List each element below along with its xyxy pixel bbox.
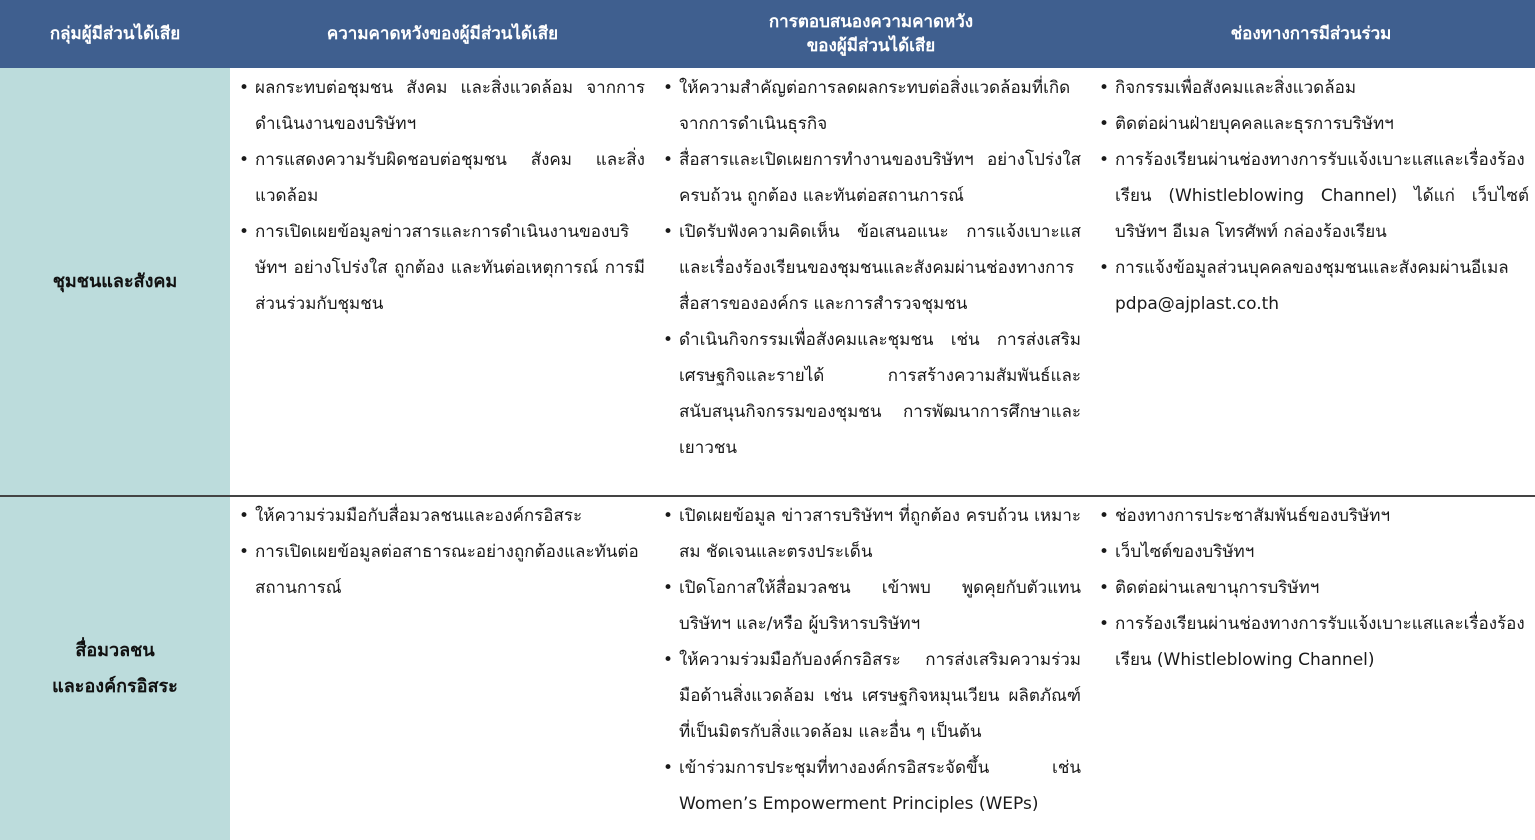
header-stakeholder-group: กลุ่มผู้มีส่วนได้เสีย	[49, 24, 181, 44]
list-item: • ช่องทางการประชาสัมพันธ์ของบริษัทฯ	[1097, 498, 1529, 534]
header-responses: การตอบสนองความคาดหวัง ของผู้มีส่วนได้เสีย	[768, 12, 974, 56]
list-item: • เข้าร่วมการประชุมที่ทางองค์กรอิสระจัดขึ้น เช่น Women’s Empowerment Principles (WEPs)	[661, 750, 1081, 822]
row1-responses-list	[661, 70, 1081, 466]
row1-channels-list	[1097, 70, 1529, 322]
stakeholder-media-independent-orgs: สื่อมวลชน และองค์กรอิสระ	[0, 497, 230, 840]
row2-expectations-list	[237, 498, 645, 606]
list-item: • การร้องเรียนผ่านช่องทางการรับแจ้งเบาะแสและเรื่องร้องเรียน (Whistleblowing Channel) ได้แก่ เว็บไซต์บริษัทฯ อีเมล โทรศัพท์ กล่องร้องเรียน	[1097, 142, 1529, 250]
list-item: • สื่อสารและเปิดเผยการทำงานของบริษัทฯ อย่างโปร่งใส ครบถ้วน ถูกต้อง และทันต่อสถานการณ์	[661, 142, 1081, 214]
list-item: • การแสดงความรับผิดชอบต่อชุมชน สังคม และสิ่งแวดล้อม	[237, 142, 645, 214]
table-header	[0, 0, 1535, 68]
list-item: • การร้องเรียนผ่านช่องทางการรับแจ้งเบาะแสและเรื่องร้องเรียน (Whistleblowing Channel)	[1097, 606, 1529, 678]
list-item: • เปิดรับฟังความคิดเห็น ข้อเสนอแนะ การแจ้งเบาะแสและเรื่องร้องเรียนของชุมชนและสังคมผ่านช่องทางการสื่อสารขององค์กร และการสำรวจชุมชน	[661, 214, 1081, 322]
row2-responses-list	[661, 498, 1081, 822]
list-item: • ผลกระทบต่อชุมชน สังคม และสิ่งแวดล้อม จากการดำเนินงานของบริษัทฯ	[237, 70, 645, 142]
list-item: • ให้ความสำคัญต่อการลดผลกระทบต่อสิ่งแวดล้อมที่เกิดจากการดำเนินธุรกิจ	[661, 70, 1081, 142]
list-item: • เปิดโอกาสให้สื่อมวลชน เข้าพบ พูดคุยกับตัวแทนบริษัทฯ และ/หรือ ผู้บริหารบริษัทฯ	[661, 570, 1081, 642]
header-expectations: ความคาดหวังของผู้มีส่วนได้เสีย	[326, 24, 559, 44]
list-item: • เว็บไซต์ของบริษัทฯ	[1097, 534, 1529, 570]
list-item: • ดำเนินกิจกรรมเพื่อสังคมและชุมชน เช่น การส่งเสริมเศรษฐกิจและรายได้ การสร้างความสัมพันธ์และสนับสนุนกิจกรรมของชุมชน การพัฒนาการศึกษาและเยาวชน	[661, 322, 1081, 466]
row2-channels-list	[1097, 498, 1529, 678]
list-item: • ให้ความร่วมมือกับสื่อมวลชนและองค์กรอิสระ	[237, 498, 645, 534]
row1-expectations-list	[237, 70, 645, 322]
row-divider	[0, 495, 1535, 497]
list-item: • ให้ความร่วมมือกับองค์กรอิสระ การส่งเสริมความร่วมมือด้านสิ่งแวดล้อม เช่น เศรษฐกิจหมุนเวียน ผลิตภัณฑ์ที่เป็นมิตรกับสิ่งแวดล้อม และอื่น ๆ เป็นต้น	[661, 642, 1081, 750]
list-item: • การเปิดเผยข้อมูลข่าวสารและการดำเนินงานของบริษัทฯ อย่างโปร่งใส ถูกต้อง และทันต่อเหตุการณ์ การมีส่วนร่วมกับชุมชน	[237, 214, 645, 322]
list-item: • การแจ้งข้อมูลส่วนบุคคลของชุมชนและสังคมผ่านอีเมล pdpa@ajplast.co.th	[1097, 250, 1529, 322]
list-item: • เปิดเผยข้อมูล ข่าวสารบริษัทฯ ที่ถูกต้อง ครบถ้วน เหมาะสม ชัดเจนและตรงประเด็น	[661, 498, 1081, 570]
list-item: • การเปิดเผยข้อมูลต่อสาธารณะอย่างถูกต้องและทันต่อสถานการณ์	[237, 534, 645, 606]
list-item: • ติดต่อผ่านเลขานุการบริษัทฯ	[1097, 570, 1529, 606]
list-item: • ติดต่อผ่านฝ่ายบุคคลและธุรการบริษัทฯ	[1097, 106, 1529, 142]
list-item: • กิจกรรมเพื่อสังคมและสิ่งแวดล้อม	[1097, 70, 1529, 106]
stakeholder-community-society: ชุมชนและสังคม	[0, 68, 230, 495]
header-channels: ช่องทางการมีส่วนร่วม	[1230, 24, 1392, 44]
